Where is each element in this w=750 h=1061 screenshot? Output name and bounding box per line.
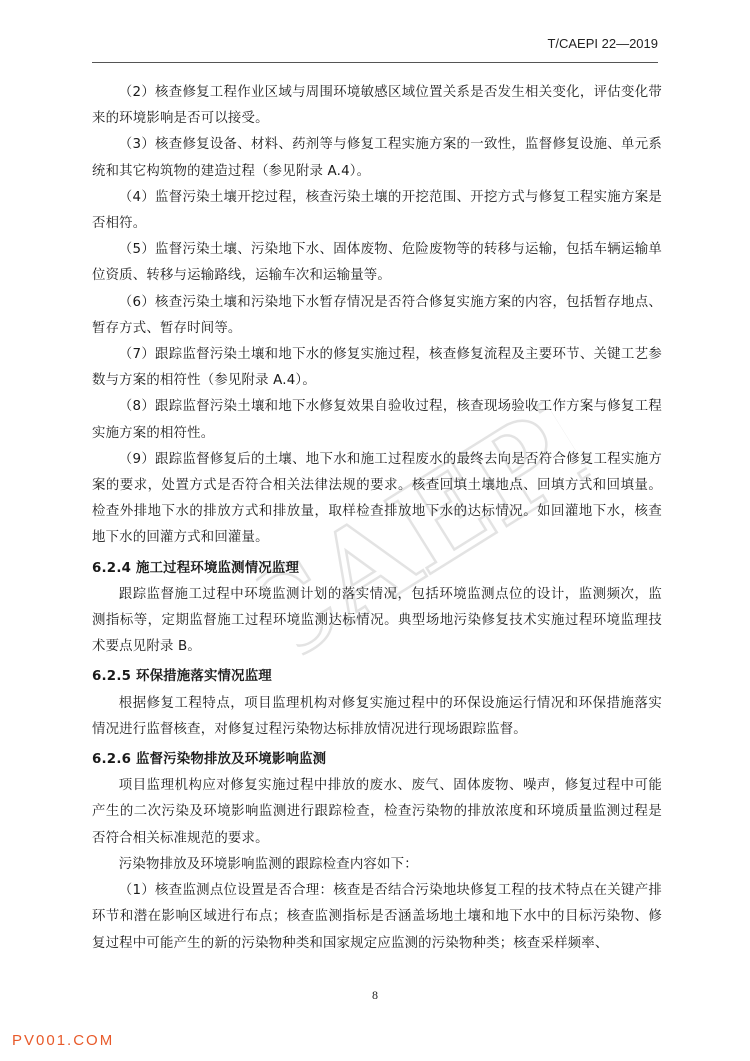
section-6-2-6-text: 项目监理机构应对修复实施过程中排放的废水、废气、固体废物、噪声，修复过程中可能产生的二次污染及环境影响监测进行跟踪检查，检查污染物的排放浓度和环境质量监测过程是否符合相关标准规范的要求。 (92, 778, 662, 846)
paragraph-item-8: （8）跟踪监督污染土壤和地下水修复效果自验收过程，核查现场验收工作方案与修复工程实施方案的相符性。 (92, 399, 662, 441)
section-heading-6-2-6: 6.2.6 监督污染物排放及环境影响监测 (92, 752, 327, 768)
paragraph-item-5: （5）监督污染土壤、污染地下水、固体废物、危险废物等的转移与运输，包括车辆运输单位资质、转移与运输路线，运输车次和运输量等。 (92, 242, 662, 284)
paragraph-item-7: （7）跟踪监督污染土壤和地下水的修复实施过程，核查修复流程及主要环节、关键工艺参数与方案的相符性（参见附录 A.4）。 (92, 347, 662, 389)
svg-text:CAEPI: CAEPI (243, 380, 607, 680)
header-rule (92, 62, 658, 63)
paragraph-item-9: （9）跟踪监督修复后的土壤、地下水和施工过程废水的最终去向是否符合修复工程实施方案的要求，处置方式是否符合相关法律法规的要求。核查回填土壤地点、回填方式和回填量。检查外排地下水的排放方式和排放量，取样检查排放地下水的达标情况。如回灌地下水，核查地下水的回灌方式和回灌量。 (92, 451, 662, 546)
standard-code-header: T/CAEPI 22—2019 (547, 36, 658, 51)
document-body (92, 80, 662, 957)
section-heading-6-2-5: 6.2.5 环保措施落实情况监理 (92, 669, 272, 685)
paragraph-item-2: （2）核查修复工程作业区域与周围环境敏感区域位置关系是否发生相关变化，评估变化带来的环境影响是否可以接受。 (92, 85, 662, 127)
section-6-2-6-item-1: （1）核查监测点位设置是否合理：核查是否结合污染地块修复工程的技术特点在关键产排环节和潜在影响区域进行布点；核查监测指标是否涵盖场地土壤和地下水中的目标污染物、修复过程中可能产生的新的污染物种类和国家规定应监测的污染物种类；核查采样频率、 (92, 883, 662, 951)
section-heading-6-2-4: 6.2.4 施工过程环境监测情况监理 (92, 560, 300, 576)
footer-brand-link[interactable]: PV001.COM (12, 1032, 115, 1049)
section-6-2-6-intro: 污染物排放及环境影响监测的跟踪检查内容如下： (118, 856, 418, 872)
section-6-2-5-text: 根据修复工程特点，项目监理机构对修复实施过程中的环保设施运行情况和环保措施落实情况进行监督核查，对修复过程污染物达标排放情况进行现场跟踪监督。 (92, 695, 662, 737)
paragraph-item-6: （6）核查污染土壤和污染地下水暂存情况是否符合修复实施方案的内容，包括暂存地点、暂存方式、暂存时间等。 (92, 294, 662, 336)
paragraph-item-3: （3）核查修复设备、材料、药剂等与修复工程实施方案的一致性，监督修复设施、单元系统和其它构筑物的建造过程（参见附录 A.4）。 (92, 137, 662, 179)
page-number: 8 (372, 988, 378, 1002)
section-6-2-4-text: 跟踪监督施工过程中环境监测计划的落实情况，包括环境监测点位的设计，监测频次，监测指标等，定期监督施工过程环境监测达标情况。典型场地污染修复技术实施过程环境监理技术要点见附录 B。 (92, 586, 662, 655)
paragraph-item-4: （4）监督污染土壤开挖过程，核查污染土壤的开挖范围、开挖方式与修复工程实施方案是否相符。 (92, 189, 662, 232)
